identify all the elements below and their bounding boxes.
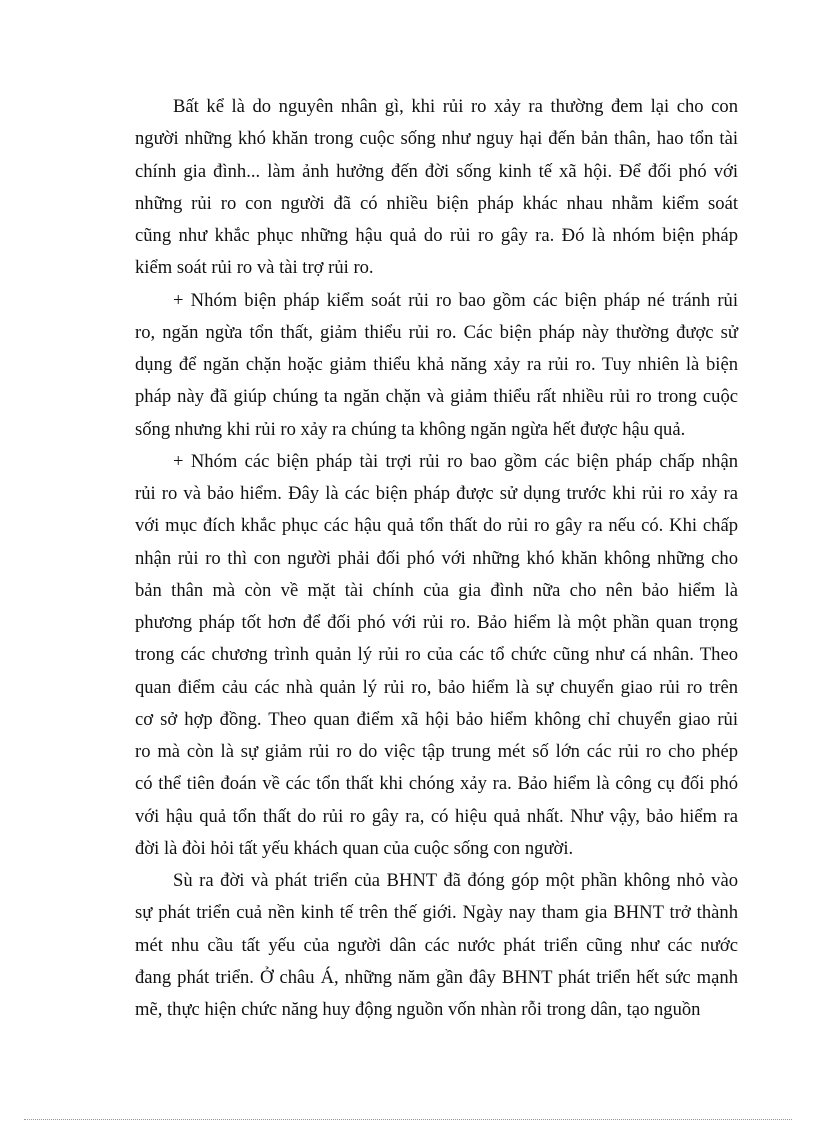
paragraph-4-line: đang phát triển. Ở châu Á, những năm gần đây BHNT phát triển hết sức mạnh: [135, 966, 738, 988]
paragraph-3-line: trong các chương trình quản lý rủi ro của các tổ chức cũng như cá nhân. Theo: [135, 644, 738, 666]
paragraph-3-line: quan điểm cảu các nhà quản lý rủi ro, bảo hiểm là sự chuyển giao rủi ro trên: [135, 676, 738, 698]
paragraph-4-line: sự phát triển cuả nền kinh tế trên thế giới. Ngày nay tham gia BHNT trở thành: [135, 902, 738, 924]
paragraph-3-line: ro mà còn là sự giảm rủi ro do việc tập trung mét số lớn các rủi ro cho phép: [135, 741, 738, 762]
paragraph-4-line: mét nhu cầu tất yếu của người dân các nước phát triển cũng như các nước: [135, 934, 738, 956]
paragraph-3-line: với mục đích khắc phục các hậu quả tổn thất do rủi ro gây ra nếu có. Khi chấp: [135, 515, 738, 537]
paragraph-4-line: Sù ra đời và phát triển của BHNT đã đóng góp một phần không nhỏ vào: [173, 870, 738, 891]
paragraph-1-line: chính gia đình... làm ảnh hưởng đến đời sống kinh tế xã hội. Để đối phó với: [135, 160, 738, 182]
paragraph-3-line: + Nhóm các biện pháp tài trợi rủi ro bao gồm các biện pháp chấp nhận: [173, 450, 738, 472]
paragraph-1-line: kiểm soát rủi ro và tài trợ rủi ro.: [135, 257, 374, 279]
paragraph-3-line: đời là đòi hỏi tất yếu khách quan của cuộc sống con người.: [135, 837, 574, 859]
paragraph-3-line: phương pháp tốt hơn để đối phó với rủi ro. Bảo hiểm là một phần quan trọng: [135, 612, 738, 633]
paragraph-3-line: rủi ro và bảo hiểm. Đây là các biện pháp được sử dụng trước khi rủi ro xảy ra: [135, 483, 738, 504]
paragraph-2-line: dụng để ngăn chặn hoặc giảm thiểu khả năng xảy ra rủi ro. Tuy nhiên là biện: [135, 354, 738, 375]
paragraph-3-line: cơ sở hợp đồng. Theo quan điểm xã hội bảo hiểm không chỉ chuyển giao rủi: [135, 708, 738, 730]
paragraph-1-line: Bất kể là do nguyên nhân gì, khi rủi ro xảy ra thường đem lại cho con: [173, 96, 738, 117]
paragraph-2-line: + Nhóm biện pháp kiểm soát rủi ro bao gồm các biện pháp né tránh rủi: [173, 289, 738, 311]
page-bottom-divider: [24, 1119, 792, 1120]
paragraph-2-line: ro, ngăn ngừa tổn thất, giảm thiểu rủi ro. Các biện pháp này thường được sử: [135, 321, 738, 343]
paragraph-4-line: mẽ, thực hiện chức năng huy động nguồn vốn nhàn rỗi trong dân, tạo nguồn: [135, 999, 701, 1020]
paragraph-1-line: những rủi ro con người đã có nhiều biện pháp khác nhau nhằm kiểm soát: [135, 192, 738, 214]
paragraph-2-line: pháp này đã giúp chúng ta ngăn chặn và giảm thiểu rất nhiều rủi ro trong cuộc: [135, 386, 738, 408]
paragraph-3-line: với hậu quả tổn thất do rủi ro gây ra, có hiệu quả nhất. Như vậy, bảo hiểm ra: [135, 805, 738, 827]
paragraph-1-line: cũng như khắc phục những hậu quả do rủi ro gây ra. Đó là nhóm biện pháp: [135, 225, 738, 246]
paragraph-3-line: có thể tiên đoán về các tổn thất khi chóng xảy ra. Bảo hiểm là công cụ đối phó: [135, 773, 738, 795]
paragraph-3-line: nhận rủi ro thì con người phải đối phó với những khó khăn không những cho: [135, 547, 738, 569]
paragraph-3-line: bản thân mà còn về mặt tài chính của gia đình nữa cho nên bảo hiểm là: [135, 579, 738, 601]
paragraph-2-line: sống nhưng khi rủi ro xảy ra chúng ta không ngăn ngừa hết được hậu quả.: [135, 418, 686, 440]
paragraph-1-line: người những khó khăn trong cuộc sống như nguy hại đến bản thân, hao tổn tài: [135, 128, 738, 150]
